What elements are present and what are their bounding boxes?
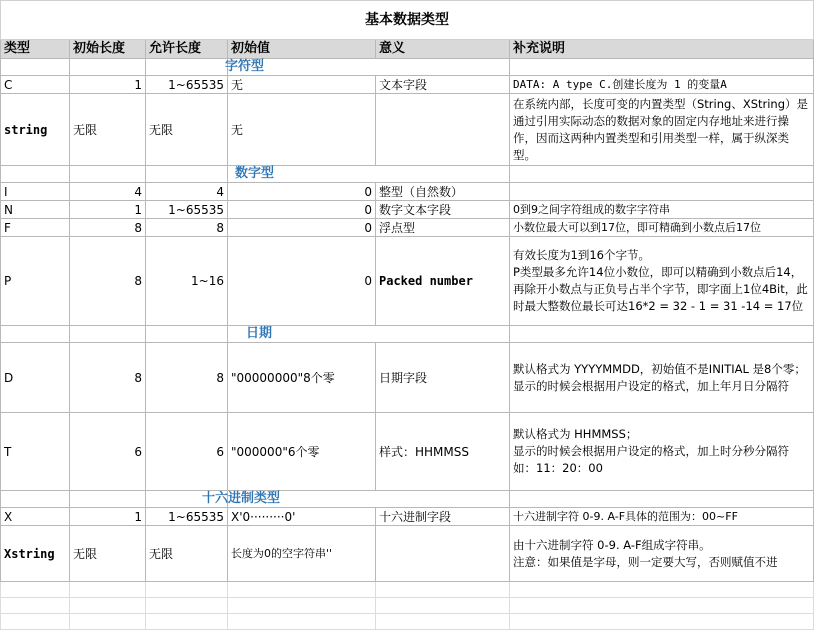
cell-meaning[interactable]: 数字文本字段 xyxy=(376,201,510,219)
cell-meaning[interactable] xyxy=(376,526,510,582)
cell-note[interactable] xyxy=(510,526,814,582)
note-line: P类型最多允许14位小数位，即可以精确到小数点后14，再除开小数点与正负号占半个字节，即字面上1位4Bit，此时最大整数位最长可达16*2 = 32 - 1 = 31 -14 = 17位 xyxy=(513,265,808,313)
note-line: 显示的时候会根据用户设定的格式，加上时分秒分隔符 xyxy=(513,444,789,458)
cell-init-value[interactable]: 0 xyxy=(228,237,376,326)
section-number: 数字型 xyxy=(235,166,275,181)
section-date: 日期 xyxy=(246,326,273,341)
section-row xyxy=(1,166,814,183)
section-hex: 十六进制类型 xyxy=(202,491,281,506)
cell-init-value[interactable]: 长度为0的空字符串'' xyxy=(228,526,376,582)
cell-meaning[interactable]: Packed number xyxy=(376,237,510,326)
cell-type[interactable]: string xyxy=(1,94,70,166)
cell-init-length[interactable]: 1 xyxy=(70,508,146,526)
header-meaning[interactable]: 意义 xyxy=(376,40,510,59)
cell-allowed-length[interactable]: 4 xyxy=(146,183,228,201)
cell-init-value[interactable]: "000000"6个零 xyxy=(228,413,376,491)
empty-row xyxy=(1,582,814,598)
cell-note[interactable]: 小数位最大可以到17位，即可精确到小数点后17位 xyxy=(510,219,814,237)
cell-allowed-length[interactable]: 1~65535 xyxy=(146,76,228,94)
cell-allowed-length[interactable]: 无限 xyxy=(146,526,228,582)
cell-type[interactable]: C xyxy=(1,76,70,94)
cell-init-value[interactable]: 无 xyxy=(228,94,376,166)
cell-init-length[interactable]: 无限 xyxy=(70,94,146,166)
cell-meaning[interactable]: 样式：HHMMSS xyxy=(376,413,510,491)
cell-note[interactable]: 十六进制字符 0-9. A-F具体的范围为：00~FF xyxy=(510,508,814,526)
note-line: 显示的时候会根据用户设定的格式，加上年月日分隔符 xyxy=(513,378,789,393)
cell-init-length[interactable]: 1 xyxy=(70,76,146,94)
cell-type[interactable]: T xyxy=(1,413,70,491)
section-row xyxy=(1,326,814,343)
cell-init-length[interactable]: 4 xyxy=(70,183,146,201)
header-row xyxy=(1,40,814,59)
note-line: 如：11：20：00 xyxy=(513,461,603,475)
cell-allowed-length[interactable]: 6 xyxy=(146,413,228,491)
cell-type[interactable]: P xyxy=(1,237,70,326)
cell-type[interactable]: Xstring xyxy=(1,526,70,582)
cell-init-value[interactable]: 0 xyxy=(228,219,376,237)
table-row xyxy=(1,526,814,582)
cell-meaning[interactable]: 十六进制字段 xyxy=(376,508,510,526)
header-init-value[interactable]: 初始值 xyxy=(228,40,376,59)
table-row xyxy=(1,76,814,94)
cell-meaning[interactable]: 文本字段 xyxy=(376,76,510,94)
table-row xyxy=(1,219,814,237)
cell-note[interactable]: 在系统内部，长度可变的内置类型（String、XString）是通过引用实际动态的数据对象的固定内存地址来进行操作，因而这两种内置类型和引用类型一样，属于纵深类型。 xyxy=(510,94,814,166)
cell-allowed-length[interactable]: 1~65535 xyxy=(146,201,228,219)
cell-allowed-length[interactable]: 8 xyxy=(146,343,228,413)
cell-init-value[interactable]: "00000000"8个零 xyxy=(228,343,376,413)
cell-allowed-length[interactable]: 1~65535 xyxy=(146,508,228,526)
header-note[interactable]: 补充说明 xyxy=(510,40,814,59)
note-line: 有效长度为1到16个字节。 xyxy=(513,248,650,262)
cell-init-length[interactable]: 8 xyxy=(70,237,146,326)
cell-meaning[interactable] xyxy=(376,94,510,166)
table-row xyxy=(1,508,814,526)
note-line: 注意：如果值是字母，则一定要大写，否则赋值不进 xyxy=(513,554,778,569)
cell-init-value[interactable]: X'0·········0' xyxy=(228,508,376,526)
table-row xyxy=(1,237,814,326)
note-line: 默认格式为 YYYYMMDD，初始值不是INITIAL 是8个零； xyxy=(513,361,806,376)
header-allowed-length[interactable]: 允许长度 xyxy=(146,40,228,59)
section-row xyxy=(1,59,814,76)
cell-type[interactable]: N xyxy=(1,201,70,219)
cell-init-length[interactable]: 8 xyxy=(70,219,146,237)
cell-allowed-length[interactable]: 1~16 xyxy=(146,237,228,326)
empty-row xyxy=(1,598,814,614)
cell-meaning[interactable]: 浮点型 xyxy=(376,219,510,237)
cell-note[interactable]: 0到9之间字符组成的数字字符串 xyxy=(510,201,814,219)
cell-init-value[interactable]: 0 xyxy=(228,201,376,219)
table-row xyxy=(1,343,814,413)
cell-allowed-length[interactable]: 无限 xyxy=(146,94,228,166)
section-char: 字符型 xyxy=(225,59,265,74)
cell-type[interactable]: D xyxy=(1,343,70,413)
cell-init-value[interactable]: 0 xyxy=(228,183,376,201)
note-line: 默认格式为 HHMMSS； xyxy=(513,427,638,441)
cell-meaning[interactable]: 整型（自然数） xyxy=(376,183,510,201)
cell-note[interactable] xyxy=(510,237,814,326)
header-init-length[interactable]: 初始长度 xyxy=(70,40,146,59)
cell-init-length[interactable]: 6 xyxy=(70,413,146,491)
cell-type[interactable]: X xyxy=(1,508,70,526)
cell-init-length[interactable]: 8 xyxy=(70,343,146,413)
cell-type[interactable]: I xyxy=(1,183,70,201)
table-row xyxy=(1,413,814,491)
cell-note[interactable] xyxy=(510,183,814,201)
cell-note[interactable] xyxy=(510,413,814,491)
table-row xyxy=(1,94,814,166)
header-type[interactable]: 类型 xyxy=(1,40,70,59)
cell-init-value[interactable]: 无 xyxy=(228,76,376,94)
cell-allowed-length[interactable]: 8 xyxy=(146,219,228,237)
cell-meaning[interactable]: 日期字段 xyxy=(376,343,510,413)
table-row xyxy=(1,183,814,201)
empty-row xyxy=(1,614,814,630)
table-row xyxy=(1,201,814,219)
sheet-title[interactable]: 基本数据类型 xyxy=(1,1,814,40)
cell-init-length[interactable]: 无限 xyxy=(70,526,146,582)
cell-init-length[interactable]: 1 xyxy=(70,201,146,219)
section-row xyxy=(1,491,814,508)
cell-note[interactable] xyxy=(510,343,814,413)
cell-note[interactable]: DATA: A type C.创建长度为 1 的变量A xyxy=(510,76,814,94)
note-line: 由十六进制字符 0-9. A-F组成字符串。 xyxy=(513,537,711,552)
cell-type[interactable]: F xyxy=(1,219,70,237)
